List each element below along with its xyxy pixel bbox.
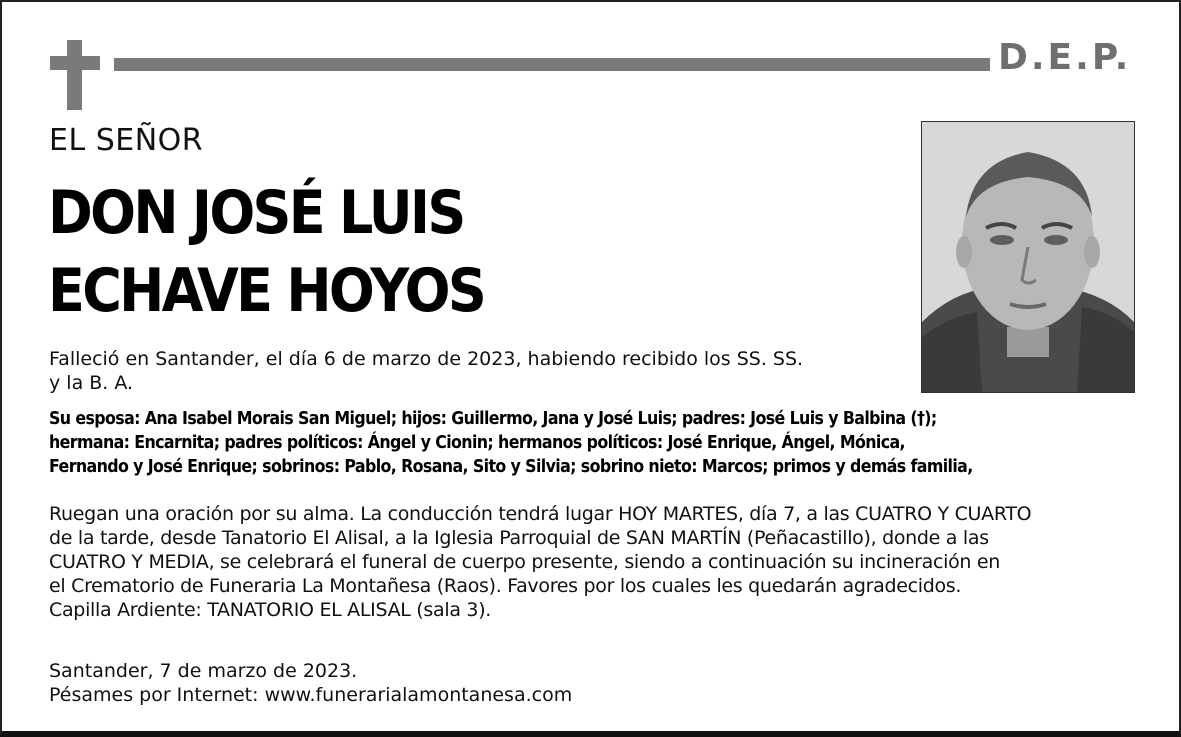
funeral-line: el Crematorio de Funeraria La Montañesa (Raos). Favores por los cuales les quedarán agradecidos. (49, 575, 962, 597)
deceased-prefix: EL SEÑOR (49, 123, 204, 158)
date-line: Santander, 7 de marzo de 2023. (49, 660, 358, 682)
family-list-text (49, 407, 973, 479)
funeral-details-text (49, 502, 1031, 622)
family-line: hermana: Encarnita; padres políticos: Ángel y Cionin; hermanos políticos: José Enrique, Ángel, Mónica, (49, 432, 905, 453)
family-line: Su esposa: Ana Isabel Morais San Miguel; hijos: Guillermo, Jana y José Luis; padres: José Luis y Balbina (†); (49, 408, 937, 429)
condolences-line: Pésames por Internet: www.funerarialamontanesa.com (49, 684, 573, 706)
funeral-line: Capilla Ardiente: TANATORIO EL ALISAL (sala 3). (49, 599, 492, 621)
deceased-name-line-2: ECHAVE HOYOS (48, 256, 485, 326)
footer-text (49, 659, 572, 707)
death-notice-line: y la B. A. (49, 372, 134, 394)
deceased-name (48, 174, 484, 330)
portrait-photo-icon (922, 122, 1134, 392)
funeral-line: de la tarde, desde Tanatorio El Alisal, a la Iglesia Parroquial de SAN MARTÍN (Peñacastillo), donde a las (49, 527, 989, 549)
family-line: Fernando y José Enrique; sobrinos: Pablo, Rosana, Sito y Silvia; sobrino nieto: Marcos; primos y demás familia, (49, 456, 973, 477)
death-notice-line: Falleció en Santander, el día 6 de marzo de 2023, habiendo recibido los SS. SS. (49, 348, 804, 370)
portrait-photo (921, 121, 1135, 393)
deceased-name-line-1: DON JOSÉ LUIS (48, 178, 464, 248)
cross-icon (50, 40, 100, 110)
header-rule (114, 58, 990, 71)
death-notice-text (49, 347, 803, 395)
dep-label: D.E.P. (998, 37, 1132, 78)
funeral-line: CUATRO Y MEDIA, se celebrará el funeral de cuerpo presente, siendo a continuación su incineración en (49, 551, 1001, 573)
funeral-line: Ruegan una oración por su alma. La conducción tendrá lugar HOY MARTES, día 7, a las CUATRO Y CUARTO (49, 503, 1032, 525)
